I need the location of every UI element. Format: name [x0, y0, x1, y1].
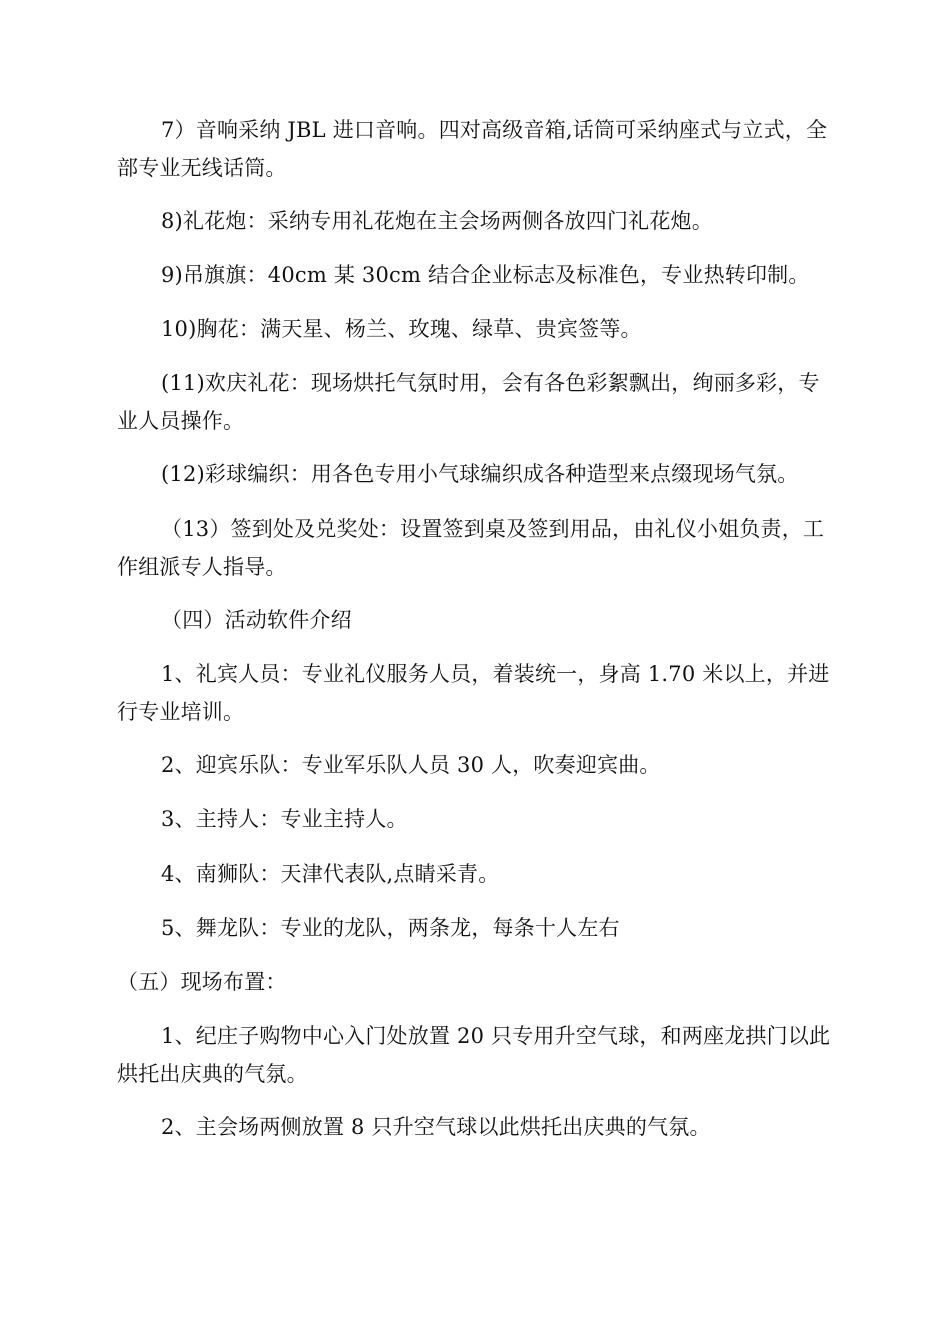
paragraph-corsages: 10)胸花：满天星、杨兰、玫瑰、绿草、贵宾签等。: [161, 317, 642, 341]
paragraph-reception-staff: 1、礼宾人员：专业礼仪服务人员，着装统一，身高 1.70 米以上，并进行专业培训。: [117, 662, 830, 724]
paragraph-balloon-weaving: (12)彩球编织：用各色专用小气球编织成各种造型来点缀现场气氛。: [161, 462, 799, 486]
paragraph-welcome-band: 2、迎宾乐队：专业军乐队人员 30 人，吹奏迎宾曲。: [161, 753, 661, 777]
paragraph-dragon-dance: 5、舞龙队：专业的龙队，两条龙，每条十人左右: [161, 916, 620, 940]
paragraph-entrance-balloons: 1、纪庄子购物中心入门处放置 20 只专用升空气球，和两座龙拱门以此烘托出庆典的气氛。: [117, 1024, 831, 1086]
paragraph-celebration-fireworks: (11)欢庆礼花：现场烘托气氛时用，会有各色彩絮飘出，绚丽多彩，专业人员操作。: [117, 371, 820, 433]
section-heading-activity-software: （四）活动软件介绍: [161, 608, 352, 632]
paragraph-lion-dance: 4、南狮队：天津代表队,点睛采青。: [161, 862, 500, 886]
paragraph-fireworks-cannon: 8)礼花炮：采纳专用礼花炮在主会场两侧各放四门礼花炮。: [161, 209, 713, 233]
paragraph-main-venue-balloons: 2、主会场两侧放置 8 只升空气球以此烘托出庆典的气氛。: [161, 1115, 711, 1139]
paragraph-hanging-flags: 9)吊旗旗：40cm 某 30cm 结合企业标志及标准色，专业热转印制。: [161, 263, 810, 287]
paragraph-host: 3、主持人：专业主持人。: [161, 807, 408, 831]
paragraph-audio: 7）音响采纳 JBL 进口音响。四对高级音箱,话筒可采纳座式与立式，全部专业无线话筒。: [117, 118, 828, 180]
paragraph-sign-in-desk: （13）签到处及兑奖处：设置签到桌及签到用品，由礼仪小姐负责，工作组派专人指导。: [117, 517, 825, 579]
section-heading-site-layout: （五）现场布置：: [117, 970, 287, 994]
